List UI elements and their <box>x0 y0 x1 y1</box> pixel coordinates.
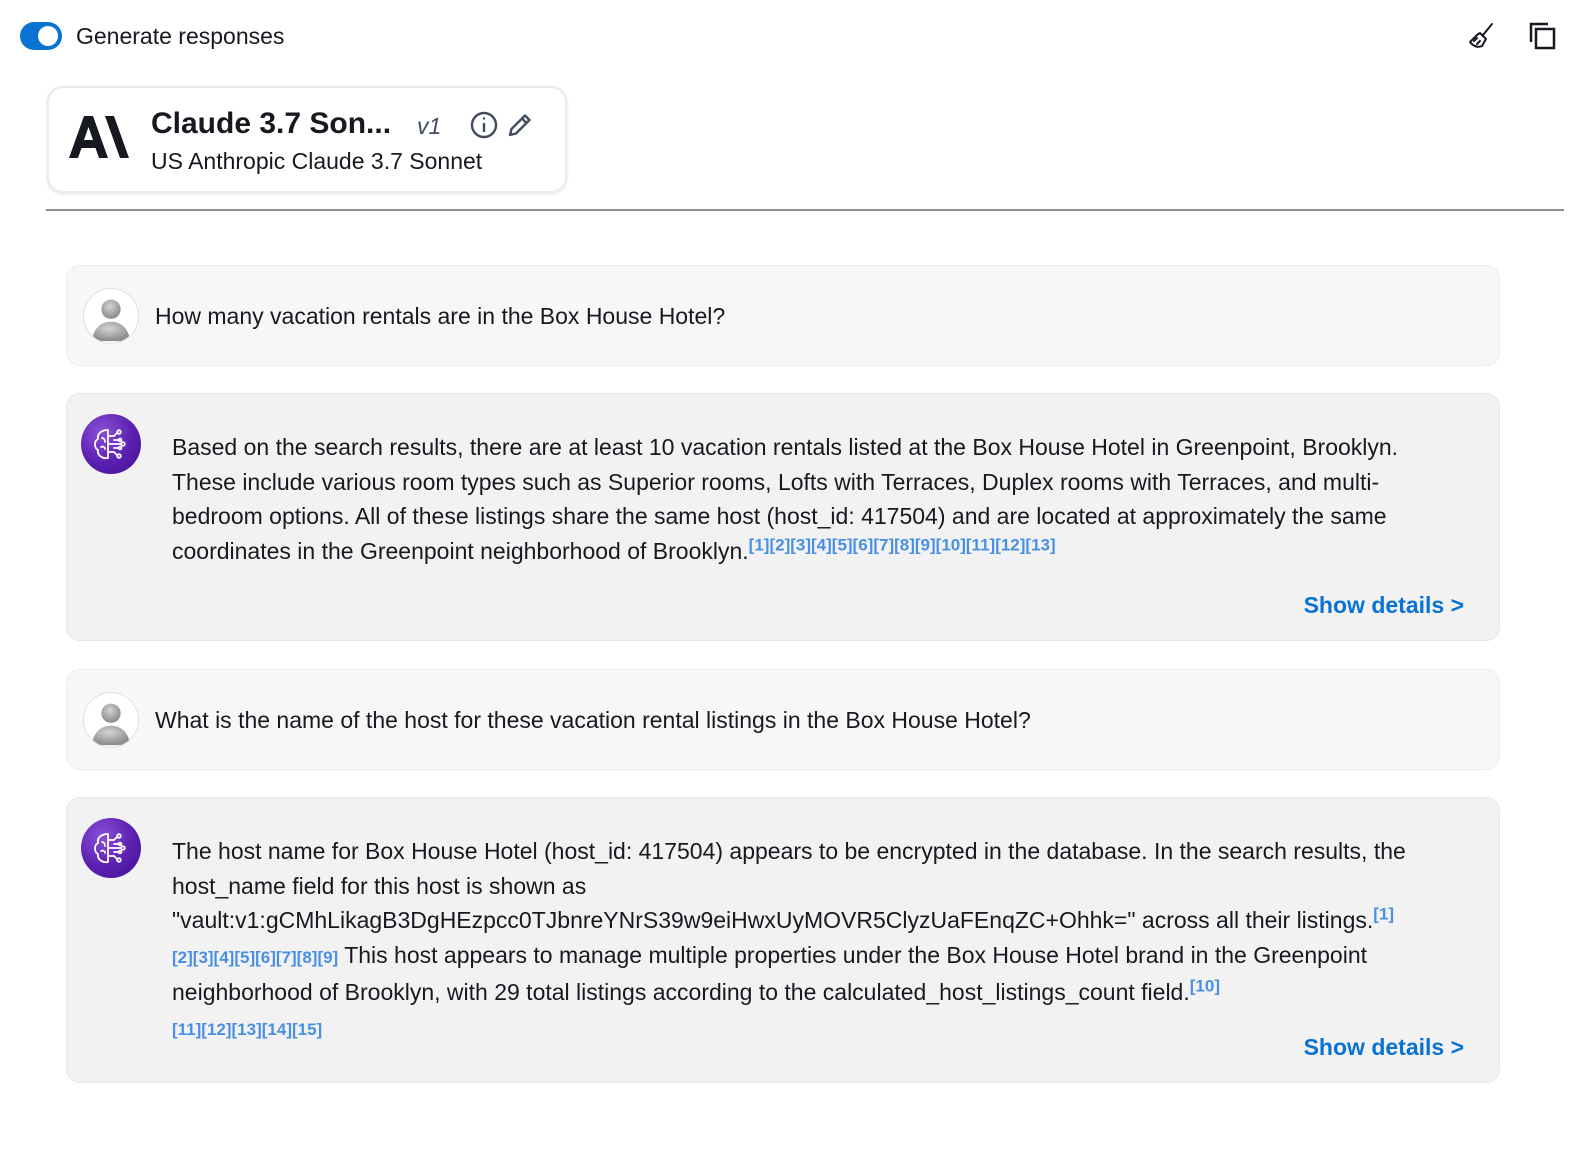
show-details-button[interactable]: Show details > <box>1303 592 1464 618</box>
model-version: v1 <box>417 113 442 139</box>
anthropic-logo <box>67 110 131 162</box>
assistant-answer: Based on the search results, there are at least 10 vacation rentals listed at the Box House Hotel in Greenpoint, Brooklyn. These include various room types such as Superior rooms, Lofts with Terraces, Duplex rooms with Terraces, and multi-bedroom options. All of these listings share the same host (host_id: 417504) and are located at approximately the same coordinates in the Greenpoint neighborhood of Brooklyn. <box>172 434 1399 564</box>
assistant-answer-part2: This host appears to manage multiple properties under the Box House Hotel brand in the Greenpoint neighborhood of Brooklyn, with 29 total listings according to the calculated_host_listings_count field. <box>172 941 1368 1005</box>
user-message-text: What is the name of the host for these vacation rental listings in the Box House Hotel? <box>155 707 1031 733</box>
user-message <box>66 669 1500 770</box>
ai-brain-icon <box>81 818 141 878</box>
toggle-knob <box>38 26 58 46</box>
user-message-text: How many vacation rentals are in the Box House Hotel? <box>155 303 726 329</box>
model-name: Claude 3.7 Son... <box>151 107 392 140</box>
copy-icon[interactable] <box>1526 20 1558 52</box>
assistant-message-text <box>172 834 1462 1047</box>
user-avatar-icon <box>83 692 139 748</box>
divider <box>46 209 1564 211</box>
citation-link[interactable]: [10] <box>1189 976 1220 996</box>
assistant-message <box>66 797 1500 1083</box>
generate-responses-toggle[interactable] <box>20 22 62 50</box>
ai-brain-icon <box>81 414 141 474</box>
user-message <box>66 265 1500 366</box>
edit-icon[interactable] <box>505 110 535 140</box>
model-provider-name: US Anthropic Claude 3.7 Sonnet <box>151 148 483 174</box>
citation-link[interactable]: [1] <box>1373 904 1395 924</box>
toggle-label: Generate responses <box>76 23 285 49</box>
assistant-answer-part1: The host name for Box House Hotel (host_id: 417504) appears to be encrypted in the database. In the search results, the host_name field for this host is shown as "vault:v1:gCMhLikagB3DgHEzpcc0TJbnreYNrS39w9eiHwxUyMOVR5ClyzUaFEnqZC+Ohhk=" across all their listings. <box>172 838 1406 933</box>
broom-icon[interactable] <box>1466 20 1498 52</box>
model-card[interactable] <box>47 86 567 193</box>
assistant-message <box>66 393 1500 641</box>
citation-links[interactable]: [2][3][4][5][6][7][8][9] <box>172 947 339 967</box>
assistant-message-text <box>172 430 1462 568</box>
citation-links[interactable]: [11][12][13][14][15] <box>172 1019 323 1039</box>
top-bar <box>0 0 1587 72</box>
citation-links[interactable]: [1][2][3][4][5][6][7][8][9][10][11][12][13] <box>748 534 1056 554</box>
info-icon[interactable] <box>469 110 499 140</box>
user-avatar-icon <box>83 288 139 344</box>
show-details-button[interactable]: Show details > <box>1303 1034 1464 1060</box>
